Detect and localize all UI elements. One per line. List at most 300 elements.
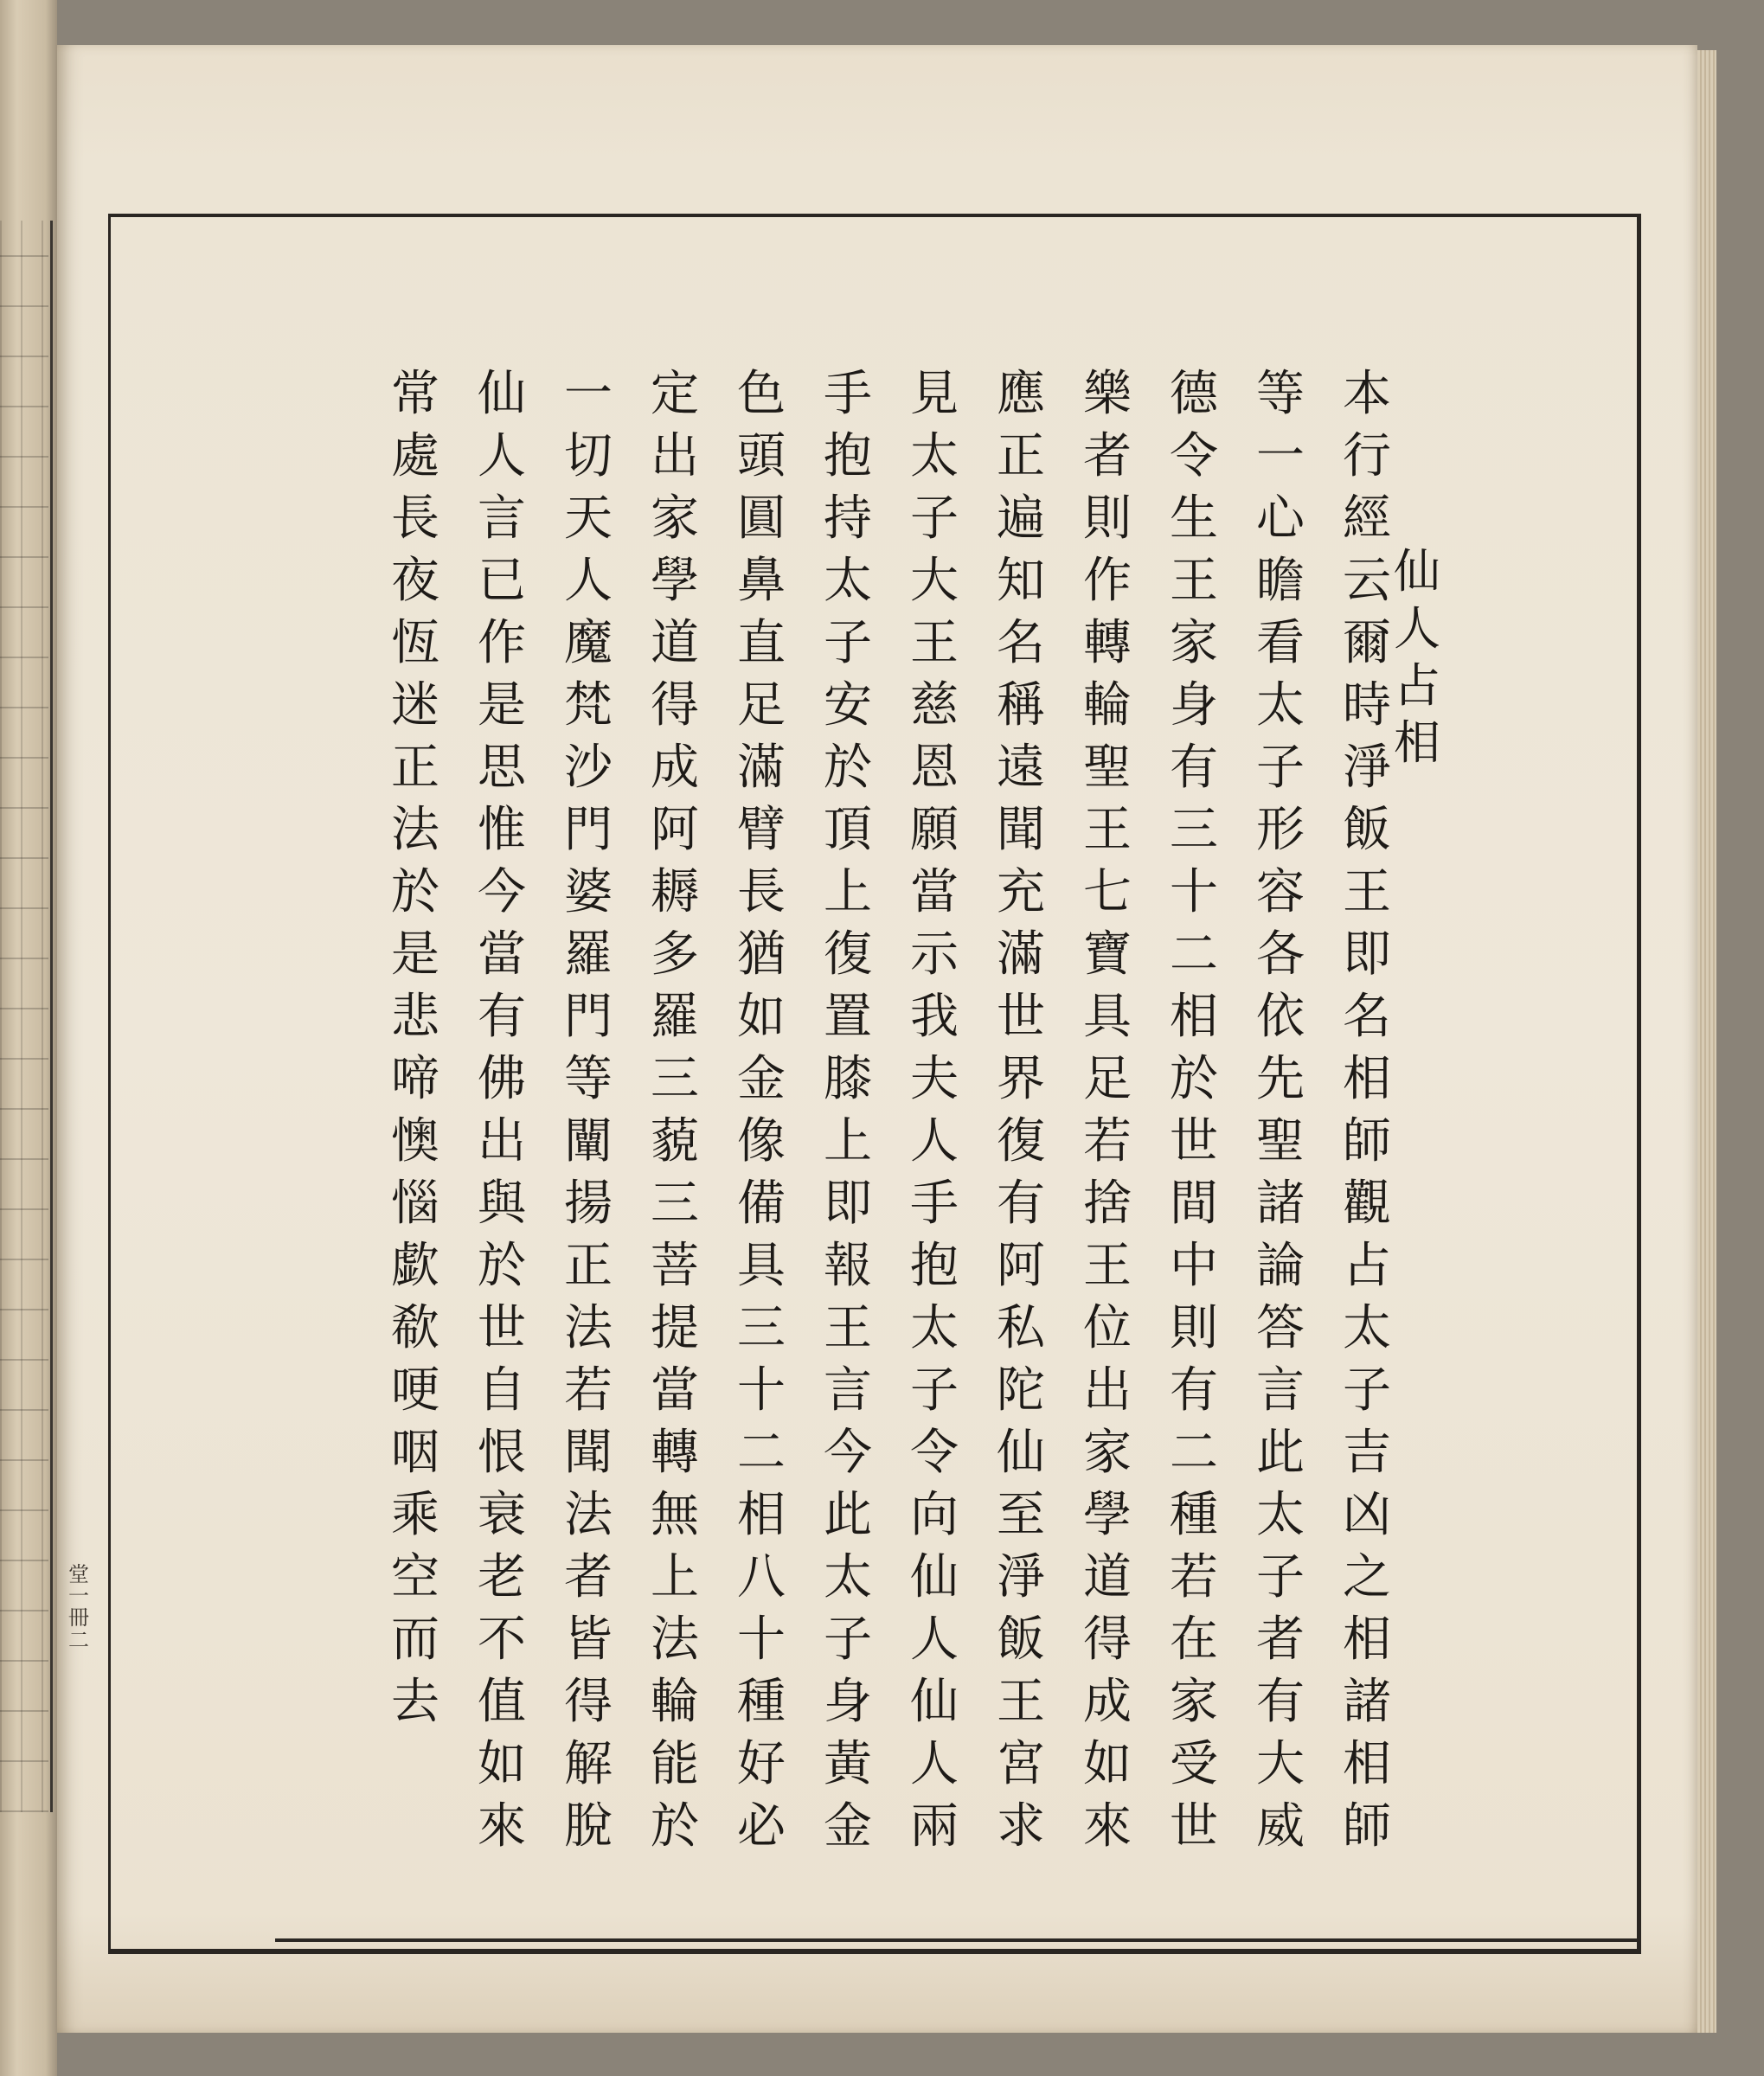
- text-char: 則: [1170, 1300, 1218, 1356]
- text-char: 受: [1170, 1736, 1218, 1792]
- text-char: 應: [997, 366, 1045, 422]
- text-column: [1064, 363, 1151, 1877]
- margin-label-char: 冊: [68, 1605, 89, 1631]
- text-char: 名: [1343, 989, 1391, 1045]
- text-char: 位: [1083, 1300, 1132, 1356]
- text-char: 十: [737, 1611, 786, 1668]
- text-char: 二: [737, 1425, 786, 1481]
- text-char: 師: [1343, 1113, 1391, 1169]
- text-char: 名: [997, 615, 1045, 671]
- text-char: 菩: [651, 1238, 699, 1294]
- text-char: 上: [824, 1113, 872, 1169]
- text-char: 之: [1343, 1549, 1391, 1605]
- text-char: 空: [391, 1549, 439, 1605]
- text-char: 道: [1083, 1549, 1132, 1605]
- text-char: 皆: [564, 1611, 613, 1668]
- text-char: 陀: [997, 1362, 1045, 1419]
- text-char: 轉: [1083, 615, 1132, 671]
- text-char: 依: [1256, 989, 1305, 1045]
- text-char: 論: [1256, 1238, 1305, 1294]
- text-char: 臂: [737, 802, 786, 858]
- text-char: 子: [910, 490, 959, 547]
- text-char: 作: [1083, 553, 1132, 609]
- text-char: 宮: [997, 1736, 1045, 1792]
- text-char: 三: [1170, 802, 1218, 858]
- text-char: 相: [1343, 1051, 1391, 1107]
- text-char: 我: [910, 989, 959, 1045]
- text-char: 老: [478, 1549, 526, 1605]
- text-char: 處: [391, 428, 439, 484]
- text-column: [459, 363, 545, 1877]
- text-char: 於: [651, 1798, 699, 1855]
- text-char: 脫: [564, 1798, 613, 1855]
- text-char: 藐: [651, 1113, 699, 1169]
- text-char: 頂: [824, 802, 872, 858]
- text-char: 家: [1170, 615, 1218, 671]
- text-char: 色: [737, 366, 786, 422]
- text-char: 黃: [824, 1736, 872, 1792]
- text-char: 無: [651, 1487, 699, 1543]
- text-char: 即: [824, 1176, 872, 1232]
- text-char: 滿: [737, 740, 786, 796]
- text-char: 稱: [997, 677, 1045, 734]
- text-char: 形: [1256, 802, 1305, 858]
- text-char: 法: [651, 1611, 699, 1668]
- text-char: 大: [910, 553, 959, 609]
- text-char: 婆: [564, 864, 613, 920]
- text-char: 向: [910, 1487, 959, 1543]
- text-column: [1324, 363, 1410, 1877]
- text-char: 樂: [1083, 366, 1132, 422]
- text-char: 於: [1170, 1051, 1218, 1107]
- text-char: 得: [564, 1674, 613, 1730]
- text-char: 學: [651, 553, 699, 609]
- text-char: 輪: [651, 1674, 699, 1730]
- text-char: 抱: [824, 428, 872, 484]
- text-char: 子: [824, 615, 872, 671]
- text-char: 頭: [737, 428, 786, 484]
- text-char: 長: [737, 864, 786, 920]
- text-char: 得: [1083, 1611, 1132, 1668]
- text-char: 相: [737, 1487, 786, 1543]
- title-char: 相: [1394, 715, 1440, 770]
- text-char: 子: [910, 1362, 959, 1419]
- text-column: [805, 363, 891, 1877]
- text-char: 能: [651, 1736, 699, 1792]
- text-char: 看: [1256, 615, 1305, 671]
- text-char: 聞: [564, 1425, 613, 1481]
- text-char: 捨: [1083, 1176, 1132, 1232]
- text-char: 恆: [391, 615, 439, 671]
- text-char: 安: [824, 677, 872, 734]
- text-char: 飯: [1343, 802, 1391, 858]
- text-char: 夜: [391, 553, 439, 609]
- text-char: 觀: [1343, 1176, 1391, 1232]
- text-char: 諸: [1343, 1674, 1391, 1730]
- text-char: 吉: [1343, 1425, 1391, 1481]
- text-char: 來: [478, 1798, 526, 1855]
- text-char: 魔: [564, 615, 613, 671]
- text-char: 耨: [651, 864, 699, 920]
- text-char: 者: [1256, 1611, 1305, 1668]
- text-char: 值: [478, 1674, 526, 1730]
- text-char: 各: [1256, 926, 1305, 983]
- text-char: 門: [564, 989, 613, 1045]
- text-char: 輪: [1083, 677, 1132, 734]
- text-char: 等: [1256, 366, 1305, 422]
- text-char: 是: [391, 926, 439, 983]
- text-char: 行: [1343, 428, 1391, 484]
- text-char: 阿: [651, 802, 699, 858]
- text-char: 若: [564, 1362, 613, 1419]
- text-char: 哽: [391, 1362, 439, 1419]
- text-char: 像: [737, 1113, 786, 1169]
- text-char: 仙: [997, 1425, 1045, 1481]
- text-char: 梵: [564, 677, 613, 734]
- text-char: 王: [824, 1300, 872, 1356]
- text-char: 十: [1170, 864, 1218, 920]
- text-char: 占: [1343, 1238, 1391, 1294]
- text-char: 三: [737, 1300, 786, 1356]
- text-char: 備: [737, 1176, 786, 1232]
- text-char: 抱: [910, 1238, 959, 1294]
- text-char: 出: [651, 428, 699, 484]
- text-char: 子: [1256, 740, 1305, 796]
- text-char: 示: [910, 926, 959, 983]
- text-char: 來: [1083, 1798, 1132, 1855]
- text-char: 即: [1343, 926, 1391, 983]
- text-char: 惱: [391, 1176, 439, 1232]
- text-char: 已: [478, 553, 526, 609]
- text-char: 欷: [391, 1300, 439, 1356]
- text-char: 正: [997, 428, 1045, 484]
- text-char: 家: [1083, 1425, 1132, 1481]
- text-char: 悲: [391, 989, 439, 1045]
- text-char: 等: [564, 1051, 613, 1107]
- text-char: 出: [478, 1113, 526, 1169]
- text-column: [632, 363, 718, 1877]
- text-char: 大: [1256, 1736, 1305, 1792]
- text-char: 長: [391, 490, 439, 547]
- text-char: 王: [1083, 802, 1132, 858]
- text-char: 今: [478, 864, 526, 920]
- text-char: 羅: [564, 926, 613, 983]
- text-char: 世: [478, 1300, 526, 1356]
- text-char: 定: [651, 366, 699, 422]
- text-char: 膝: [824, 1051, 872, 1107]
- text-char: 王: [1170, 553, 1218, 609]
- margin-label-char: 一: [68, 1584, 89, 1609]
- body-text: [285, 363, 1410, 1877]
- text-char: 相: [1343, 1611, 1391, 1668]
- text-char: 阿: [997, 1238, 1045, 1294]
- text-char: 當: [910, 864, 959, 920]
- margin-label-char: 堂: [68, 1562, 89, 1586]
- text-char: 衰: [478, 1487, 526, 1543]
- text-char: 恩: [910, 740, 959, 796]
- text-char: 種: [1170, 1487, 1218, 1543]
- text-char: 手: [824, 366, 872, 422]
- text-char: 具: [1083, 989, 1132, 1045]
- margin-label-char: 二: [68, 1627, 89, 1652]
- text-char: 本: [1343, 366, 1391, 422]
- text-char: 當: [651, 1362, 699, 1419]
- text-char: 淨: [1343, 740, 1391, 796]
- text-char: 咽: [391, 1425, 439, 1481]
- previous-page-illustration: [0, 221, 53, 1812]
- text-char: 子: [1343, 1362, 1391, 1419]
- text-char: 於: [391, 864, 439, 920]
- text-char: 知: [997, 553, 1045, 609]
- text-char: 中: [1170, 1238, 1218, 1294]
- text-char: 直: [737, 615, 786, 671]
- text-char: 恨: [478, 1425, 526, 1481]
- illustration-hatching: [0, 221, 48, 1812]
- text-char: 相: [1343, 1736, 1391, 1792]
- text-char: 復: [824, 926, 872, 983]
- text-char: 上: [651, 1549, 699, 1605]
- text-char: 常: [391, 366, 439, 422]
- page-edges: [1697, 50, 1716, 2033]
- text-char: 人: [564, 553, 613, 609]
- text-char: 王: [1343, 864, 1391, 920]
- text-column: [545, 363, 632, 1877]
- text-column: [1151, 363, 1237, 1877]
- text-char: 足: [737, 677, 786, 734]
- text-char: 有: [997, 1176, 1045, 1232]
- title-char: 占: [1394, 658, 1440, 713]
- text-char: 作: [478, 615, 526, 671]
- text-char: 自: [478, 1362, 526, 1419]
- title-char: 人: [1394, 601, 1440, 656]
- text-char: 此: [824, 1487, 872, 1543]
- text-char: 德: [1170, 366, 1218, 422]
- text-char: 若: [1170, 1549, 1218, 1605]
- text-char: 提: [651, 1300, 699, 1356]
- text-char: 令: [910, 1425, 959, 1481]
- text-char: 聖: [1083, 740, 1132, 796]
- text-char: 羅: [651, 989, 699, 1045]
- text-char: 七: [1083, 864, 1132, 920]
- text-char: 成: [1083, 1674, 1132, 1730]
- text-char: 有: [1256, 1674, 1305, 1730]
- text-char: 此: [1256, 1425, 1305, 1481]
- text-char: 三: [651, 1051, 699, 1107]
- text-char: 十: [737, 1362, 786, 1419]
- text-char: 師: [1343, 1798, 1391, 1855]
- text-char: 上: [824, 864, 872, 920]
- text-char: 解: [564, 1736, 613, 1792]
- text-char: 足: [1083, 1051, 1132, 1107]
- text-char: 切: [564, 428, 613, 484]
- text-char: 世: [1170, 1113, 1218, 1169]
- text-char: 時: [1343, 677, 1391, 734]
- text-char: 答: [1256, 1300, 1305, 1356]
- text-char: 法: [391, 802, 439, 858]
- text-char: 惟: [478, 802, 526, 858]
- text-char: 轉: [651, 1425, 699, 1481]
- text-char: 夫: [910, 1051, 959, 1107]
- text-char: 當: [478, 926, 526, 983]
- text-char: 子: [1256, 1549, 1305, 1605]
- previous-page-strip: [0, 0, 57, 2076]
- text-char: 天: [564, 490, 613, 547]
- text-char: 好: [737, 1736, 786, 1792]
- text-char: 至: [997, 1487, 1045, 1543]
- text-char: 兩: [910, 1798, 959, 1855]
- text-char: 在: [1170, 1611, 1218, 1668]
- text-char: 者: [564, 1549, 613, 1605]
- text-char: 瞻: [1256, 553, 1305, 609]
- text-char: 言: [1256, 1362, 1305, 1419]
- text-char: 猶: [737, 926, 786, 983]
- text-char: 人: [910, 1113, 959, 1169]
- text-char: 歔: [391, 1238, 439, 1294]
- text-char: 是: [478, 677, 526, 734]
- text-char: 爾: [1343, 615, 1391, 671]
- text-char: 出: [1083, 1362, 1132, 1419]
- text-char: 容: [1256, 864, 1305, 920]
- text-char: 不: [478, 1611, 526, 1668]
- text-char: 有: [1170, 740, 1218, 796]
- frame-bottom-rule: [275, 1938, 1639, 1942]
- text-char: 而: [391, 1611, 439, 1668]
- text-column: [978, 363, 1064, 1877]
- text-char: 世: [997, 989, 1045, 1045]
- text-char: 與: [478, 1176, 526, 1232]
- text-char: 成: [651, 740, 699, 796]
- text-char: 生: [1170, 490, 1218, 547]
- text-char: 子: [824, 1611, 872, 1668]
- text-char: 種: [737, 1674, 786, 1730]
- text-char: 求: [997, 1798, 1045, 1855]
- text-char: 家: [651, 490, 699, 547]
- text-char: 闡: [564, 1113, 613, 1169]
- text-char: 諸: [1256, 1176, 1305, 1232]
- text-char: 復: [997, 1113, 1045, 1169]
- text-char: 遠: [997, 740, 1045, 796]
- text-char: 太: [1343, 1300, 1391, 1356]
- text-char: 太: [824, 1549, 872, 1605]
- text-char: 滿: [997, 926, 1045, 983]
- text-char: 一: [1256, 428, 1305, 484]
- text-char: 家: [1170, 1674, 1218, 1730]
- text-char: 若: [1083, 1113, 1132, 1169]
- text-char: 金: [824, 1798, 872, 1855]
- text-char: 迷: [391, 677, 439, 734]
- text-char: 思: [478, 740, 526, 796]
- text-char: 人: [910, 1736, 959, 1792]
- text-column: [1237, 363, 1324, 1877]
- text-char: 手: [910, 1176, 959, 1232]
- text-char: 者: [1083, 428, 1132, 484]
- text-char: 門: [564, 802, 613, 858]
- text-char: 心: [1256, 490, 1305, 547]
- text-char: 乘: [391, 1487, 439, 1543]
- text-char: 太: [824, 553, 872, 609]
- text-char: 太: [1256, 1487, 1305, 1543]
- text-char: 金: [737, 1051, 786, 1107]
- text-char: 間: [1170, 1176, 1218, 1232]
- text-char: 王: [910, 615, 959, 671]
- text-char: 法: [564, 1487, 613, 1543]
- text-char: 有: [478, 989, 526, 1045]
- title-char: 仙: [1394, 544, 1440, 599]
- text-char: 願: [910, 802, 959, 858]
- text-char: 正: [391, 740, 439, 796]
- text-char: 得: [651, 677, 699, 734]
- text-char: 令: [1170, 428, 1218, 484]
- text-char: 王: [1083, 1238, 1132, 1294]
- text-char: 威: [1256, 1798, 1305, 1855]
- text-char: 云: [1343, 553, 1391, 609]
- text-char: 仙: [910, 1674, 959, 1730]
- text-char: 太: [910, 428, 959, 484]
- text-char: 道: [651, 615, 699, 671]
- text-char: 界: [997, 1051, 1045, 1107]
- text-char: 多: [651, 926, 699, 983]
- text-char: 今: [824, 1425, 872, 1481]
- text-char: 王: [997, 1674, 1045, 1730]
- text-char: 必: [737, 1798, 786, 1855]
- text-char: 太: [910, 1300, 959, 1356]
- text-char: 充: [997, 864, 1045, 920]
- text-char: 寶: [1083, 926, 1132, 983]
- text-char: 二: [1170, 1425, 1218, 1481]
- text-char: 二: [1170, 926, 1218, 983]
- text-char: 則: [1083, 490, 1132, 547]
- text-char: 置: [824, 989, 872, 1045]
- text-column: [372, 363, 459, 1877]
- text-char: 聞: [997, 802, 1045, 858]
- text-char: 見: [910, 366, 959, 422]
- text-char: 言: [824, 1362, 872, 1419]
- text-char: 私: [997, 1300, 1045, 1356]
- text-char: 圓: [737, 490, 786, 547]
- text-char: 鼻: [737, 553, 786, 609]
- text-char: 報: [824, 1238, 872, 1294]
- text-column: [891, 363, 978, 1877]
- text-char: 飯: [997, 1611, 1045, 1668]
- text-char: 淨: [997, 1549, 1045, 1605]
- text-char: 八: [737, 1549, 786, 1605]
- text-char: 遍: [997, 490, 1045, 547]
- text-char: 慈: [910, 677, 959, 734]
- text-char: 身: [1170, 677, 1218, 734]
- margin-label: [59, 1564, 99, 1763]
- text-char: 太: [1256, 677, 1305, 734]
- text-char: 世: [1170, 1798, 1218, 1855]
- text-char: 於: [478, 1238, 526, 1294]
- text-char: 揚: [564, 1176, 613, 1232]
- text-char: 先: [1256, 1051, 1305, 1107]
- text-char: 人: [910, 1611, 959, 1668]
- text-char: 人: [478, 428, 526, 484]
- text-char: 仙: [910, 1549, 959, 1605]
- text-char: 言: [478, 490, 526, 547]
- text-char: 三: [651, 1176, 699, 1232]
- text-char: 正: [564, 1238, 613, 1294]
- text-char: 如: [478, 1736, 526, 1792]
- text-char: 聖: [1256, 1113, 1305, 1169]
- text-char: 具: [737, 1238, 786, 1294]
- text-column: [718, 363, 805, 1877]
- text-char: 一: [564, 366, 613, 422]
- text-char: 如: [1083, 1736, 1132, 1792]
- text-char: 有: [1170, 1362, 1218, 1419]
- text-char: 學: [1083, 1487, 1132, 1543]
- text-char: 如: [737, 989, 786, 1045]
